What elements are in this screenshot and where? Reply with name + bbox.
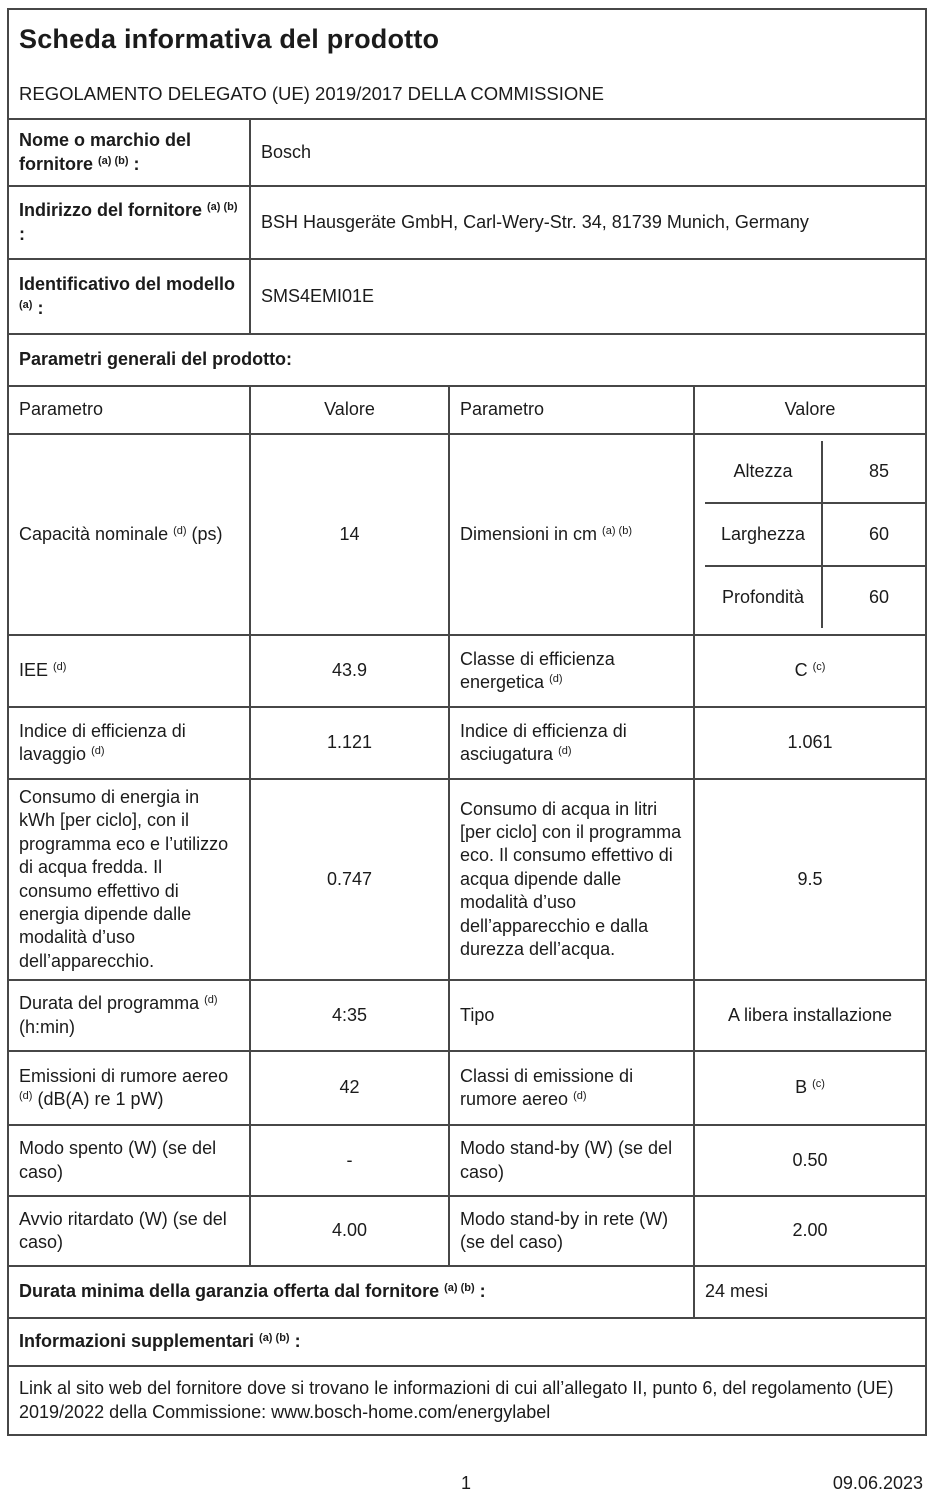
delay-start-value: 4.00 (250, 1196, 449, 1266)
noise-row (8, 1051, 926, 1125)
general-parameters-section-row (8, 334, 926, 386)
dimension-height-label: Altezza (705, 441, 822, 503)
efficiency-indexes-row (8, 707, 926, 779)
column-header-parametro-1: Parametro (8, 386, 250, 434)
standby-mode-label: Modo stand-by (W) (se del caso) (449, 1125, 694, 1196)
dimensions-subtable (705, 441, 926, 628)
capacity-label: Capacità nominale $^{(d)}$ (ps) (8, 434, 250, 635)
model-id-value: SMS4EMI01E (250, 259, 926, 334)
program-duration-value: 4:35 (250, 980, 449, 1051)
dimension-depth-value: 60 (822, 566, 926, 628)
delay-networked-row (8, 1196, 926, 1266)
supplier-name-label: Nome o marchio del fornitore $^{(a) (b)}$ : (8, 119, 250, 186)
drying-index-label: Indice di efficienza di asciugatura $^{(d)}$ (449, 707, 694, 779)
supplier-link-row (8, 1366, 926, 1435)
type-value: A libera installazione (694, 980, 926, 1051)
noise-label: Emissioni di rumore aereo $^{(d)}$ (dB(A) re 1 pW) (8, 1051, 250, 1125)
dimension-row-height (705, 441, 926, 503)
dimension-row-width (705, 503, 926, 566)
noise-value: 42 (250, 1051, 449, 1125)
capacity-value: 14 (250, 434, 449, 635)
iee-label: IEE $^{(d)}$ (8, 635, 250, 707)
iee-value: 43.9 (250, 635, 449, 707)
regulation-subtitle: REGOLAMENTO DELEGATO (UE) 2019/2017 DELLA COMMISSIONE (19, 83, 604, 105)
column-header-row (8, 386, 926, 434)
dimension-width-value: 60 (822, 503, 926, 566)
column-header-parametro-2: Parametro (449, 386, 694, 434)
off-standby-row (8, 1125, 926, 1196)
delay-start-label: Avvio ritardato (W) (se del caso) (8, 1196, 250, 1266)
supplier-link-text: Link al sito web del fornitore dove si trovano le informazioni di cui all’allegato II, punto 6, del regolamento (UE) 2019/2022 della Commissione: www.bosch-home.com/energylabel (8, 1366, 926, 1435)
water-consumption-value: 9.5 (694, 779, 926, 980)
column-header-valore-2: Valore (694, 386, 926, 434)
capacity-dimensions-row (8, 434, 926, 635)
title-cell (8, 9, 926, 119)
networked-standby-label: Modo stand-by in rete (W) (se del caso) (449, 1196, 694, 1266)
supplementary-info-label: Informazioni supplementari $^{(a) (b)}$ : (8, 1318, 926, 1366)
general-parameters-section-title: Parametri generali del prodotto: (8, 334, 926, 386)
drying-index-value: 1.061 (694, 707, 926, 779)
page-footer (7, 1473, 925, 1495)
off-mode-label: Modo spento (W) (se del caso) (8, 1125, 250, 1196)
off-mode-value: - (250, 1125, 449, 1196)
supplementary-info-row (8, 1318, 926, 1366)
dimension-height-value: 85 (822, 441, 926, 503)
product-fiche-table (7, 8, 927, 1436)
duration-type-row (8, 980, 926, 1051)
program-duration-label: Durata del programma $^{(d)}$ (h:min) (8, 980, 250, 1051)
guarantee-value: 24 mesi (694, 1266, 926, 1318)
supplier-address-label: Indirizzo del fornitore $^{(a) (b)}$ : (8, 186, 250, 259)
type-label: Tipo (449, 980, 694, 1051)
dimension-width-label: Larghezza (705, 503, 822, 566)
energy-consumption-value: 0.747 (250, 779, 449, 980)
iee-energy-class-row (8, 635, 926, 707)
supplier-name-value: Bosch (250, 119, 926, 186)
page-title: Scheda informativa del prodotto (19, 23, 440, 54)
dimension-row-depth (705, 566, 926, 628)
column-header-valore-1: Valore (250, 386, 449, 434)
standby-mode-value: 0.50 (694, 1125, 926, 1196)
energy-consumption-label: Consumo di energia in kWh [per ciclo], con il programma eco e l’utilizzo di acqua fredda. Il consumo effettivo di energia dipende dalle modalità d’uso dell’apparecchio. (8, 779, 250, 980)
dimensions-value-cell (694, 434, 926, 635)
guarantee-label: Durata minima della garanzia offerta dal fornitore $^{(a) (b)}$ : (8, 1266, 694, 1318)
page-number: 1 (460, 1473, 472, 1493)
supplier-name-row (8, 119, 926, 186)
water-consumption-label: Consumo di acqua in litri [per ciclo] con il programma eco. Il consumo effettivo di acqua dipende dalle modalità d’uso dell’apparecchio e dalla durezza dell’acqua. (449, 779, 694, 980)
footer-date: 09.06.2023 (832, 1473, 923, 1493)
supplier-address-row (8, 186, 926, 259)
noise-class-label: Classi di emissione di rumore aereo $^{(d)}$ (449, 1051, 694, 1125)
energy-class-label: Classe di efficienza energetica $^{(d)}$ (449, 635, 694, 707)
guarantee-row (8, 1266, 926, 1318)
energy-class-value: C $^{(c)}$ (694, 635, 926, 707)
networked-standby-value: 2.00 (694, 1196, 926, 1266)
cleaning-index-label: Indice di efficienza di lavaggio $^{(d)}$ (8, 707, 250, 779)
dimension-depth-label: Profondità (705, 566, 822, 628)
cleaning-index-value: 1.121 (250, 707, 449, 779)
title-row (8, 9, 926, 119)
consumption-row (8, 779, 926, 980)
supplier-address-value: BSH Hausgeräte GmbH, Carl-Wery-Str. 34, 81739 Munich, Germany (250, 186, 926, 259)
noise-class-value: B $^{(c)}$ (694, 1051, 926, 1125)
dimensions-label: Dimensioni in cm $^{(a) (b)}$ (449, 434, 694, 635)
model-id-label: Identificativo del modello $^{(a)}$ : (8, 259, 250, 334)
model-id-row (8, 259, 926, 334)
